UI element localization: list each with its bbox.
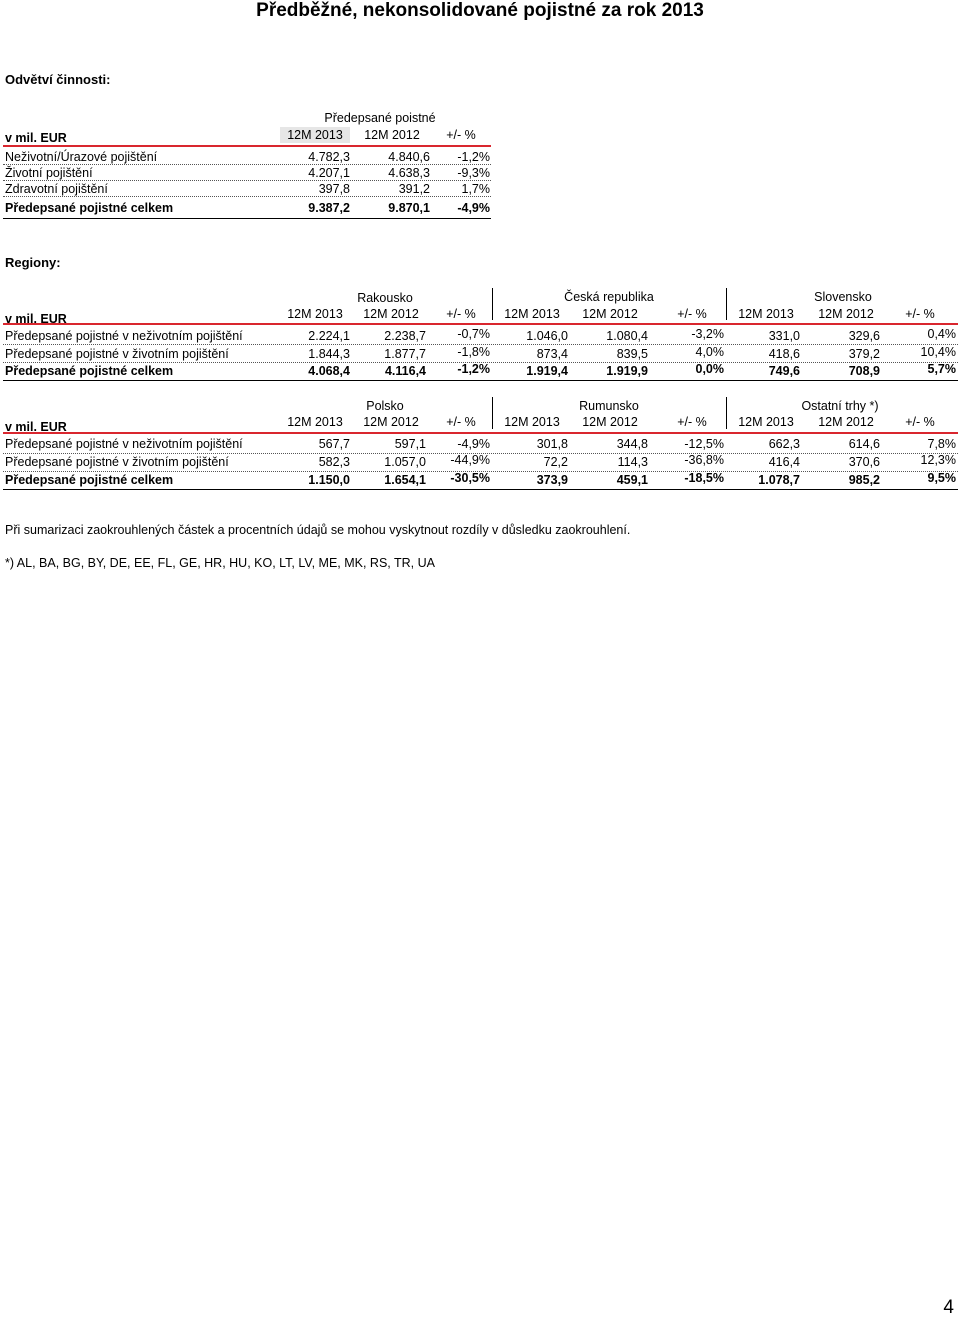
cell: 1.078,7	[758, 473, 800, 487]
cell: -0,7%	[457, 327, 490, 341]
region-name: Polsko	[366, 399, 404, 413]
col-header-pct: +/- %	[446, 307, 476, 321]
table-bottom-rule	[3, 380, 958, 381]
col-header-2013: 12M 2013	[280, 127, 350, 143]
cell: 614,6	[848, 437, 880, 451]
col-header-2012: 12M 2012	[582, 415, 638, 429]
col-header-pct: +/- %	[446, 128, 476, 142]
cell: 749,6	[768, 364, 800, 378]
row-label: Životní pojištění	[5, 166, 93, 180]
cell: 2.224,1	[308, 329, 350, 343]
cell: 4.068,4	[308, 364, 350, 378]
cell: 4.116,4	[384, 364, 426, 378]
total-label: Předepsané pojistné celkem	[5, 364, 174, 378]
cell: 567,7	[318, 437, 350, 451]
col-header-2012: 12M 2012	[363, 307, 419, 321]
page-title: Předběžné, nekonsolidované pojistné za rok 2013	[256, 0, 704, 21]
group-divider	[492, 397, 493, 429]
total-label: Předepsané pojistné celkem	[5, 201, 174, 215]
header-rule	[3, 432, 958, 434]
value-2012: 4.840,6	[388, 150, 430, 164]
cell: -30,5%	[450, 471, 490, 485]
row-label: Předepsané pojistné v životním pojištění	[5, 455, 229, 469]
row-label: Předepsané pojistné v neživotním pojištění	[5, 329, 243, 343]
col-header-2013: 12M 2013	[504, 307, 560, 321]
cell: 873,4	[536, 347, 568, 361]
cell: -1,8%	[457, 345, 490, 359]
table-bottom-rule	[3, 218, 491, 219]
row-label: Zdravotní pojištění	[5, 182, 108, 196]
col-header-2012: 12M 2012	[818, 307, 874, 321]
cell: 1.057,0	[384, 455, 426, 469]
cell: -44,9%	[450, 453, 490, 467]
value-pct: -9,3%	[457, 166, 490, 180]
col-header-2012: 12M 2012	[582, 307, 638, 321]
cell: -3,2%	[691, 327, 724, 341]
col-header-2013: 12M 2013	[287, 415, 343, 429]
rounding-note: Při sumarizaci zaokrouhlených částek a procentních údajů se mohou vyskytnout rozdíly v důsledku zaokrouhlení.	[5, 523, 631, 537]
cell: 4,0%	[695, 345, 724, 359]
cell: -18,5%	[684, 471, 724, 485]
row-label: Předepsané pojistné v neživotním pojištění	[5, 437, 243, 451]
col-header-pct: +/- %	[677, 307, 707, 321]
value-pct: -1,2%	[457, 150, 490, 164]
col-header-2012: 12M 2012	[364, 128, 420, 142]
col-header-2013: 12M 2013	[738, 415, 794, 429]
cell: 301,8	[536, 437, 568, 451]
regions-table-1	[0, 288, 960, 383]
cell: 9,5%	[927, 471, 956, 485]
value-pct: 1,7%	[461, 182, 490, 196]
cell: 0,4%	[927, 327, 956, 341]
cell: 7,8%	[927, 437, 956, 451]
cell: 331,0	[768, 329, 800, 343]
footnote: *) AL, BA, BG, BY, DE, EE, FL, GE, HR, HU, KO, LT, LV, ME, MK, RS, TR, UA	[5, 556, 435, 570]
group-divider	[492, 288, 493, 320]
value-2013: 4.207,1	[308, 166, 350, 180]
total-2012: 9.870,1	[388, 201, 430, 215]
cell: 597,1	[394, 437, 426, 451]
value-2013: 4.782,3	[308, 150, 350, 164]
value-2012: 4.638,3	[388, 166, 430, 180]
table-bottom-rule	[3, 489, 958, 490]
cell: 114,3	[617, 455, 648, 469]
cell: 839,5	[616, 347, 648, 361]
cell: 708,9	[848, 364, 880, 378]
header-rule	[3, 145, 491, 147]
col-header-2013: 12M 2013	[504, 415, 560, 429]
group-divider	[726, 397, 727, 429]
col-header-pct: +/- %	[905, 307, 935, 321]
total-pct: -4,9%	[457, 201, 490, 215]
group-divider	[726, 288, 727, 320]
unit-label: v mil. EUR	[5, 312, 67, 326]
cell: 1.654,1	[384, 473, 426, 487]
page-number: 4	[943, 1297, 954, 1318]
cell: 1.150,0	[308, 473, 350, 487]
region-name: Slovensko	[814, 290, 872, 304]
row-label: Neživotní/Úrazové pojištění	[5, 150, 158, 164]
cell: 1.919,9	[606, 364, 648, 378]
cell: 985,2	[848, 473, 880, 487]
cell: -12,5%	[684, 437, 724, 451]
region-name: Česká republika	[564, 290, 654, 304]
cell: 418,6	[768, 347, 800, 361]
region-name: Rakousko	[357, 291, 413, 305]
cell: 5,7%	[927, 362, 956, 376]
section-label-lines: Odvětví činnosti:	[5, 72, 111, 87]
col-header-2013: 12M 2013	[738, 307, 794, 321]
total-2013: 9.387,2	[308, 201, 350, 215]
cell: 373,9	[536, 473, 568, 487]
col-header-2012: 12M 2012	[363, 415, 419, 429]
region-name: Ostatní trhy *)	[801, 399, 879, 413]
cell: 12,3%	[920, 453, 956, 467]
row-label: Předepsané pojistné v životním pojištění	[5, 347, 229, 361]
unit-label: v mil. EUR	[5, 420, 67, 434]
value-2012: 391,2	[398, 182, 430, 196]
cell: 0,0%	[695, 362, 724, 376]
cell: 2.238,7	[384, 329, 426, 343]
col-header-2012: 12M 2012	[818, 415, 874, 429]
col-header-pct: +/- %	[905, 415, 935, 429]
col-header-pct: +/- %	[677, 415, 707, 429]
cell: 582,3	[318, 455, 350, 469]
cell: 370,6	[848, 455, 880, 469]
cell: 379,2	[848, 347, 880, 361]
total-label: Předepsané pojistné celkem	[5, 473, 174, 487]
col-header-pct: +/- %	[446, 415, 476, 429]
cell: 329,6	[848, 329, 880, 343]
cell: 10,4%	[920, 345, 956, 359]
cell: 459,1	[616, 473, 648, 487]
cell: 344,8	[616, 437, 648, 451]
cell: 662,3	[768, 437, 800, 451]
cell: 1.919,4	[526, 364, 568, 378]
cell: 1.844,3	[308, 347, 350, 361]
cell: 1.080,4	[606, 329, 648, 343]
cell: -1,2%	[457, 362, 490, 376]
region-name: Rumunsko	[579, 399, 639, 413]
row-divider	[3, 196, 491, 197]
regions-table-2	[0, 397, 960, 492]
cell: 416,4	[768, 455, 800, 469]
col-header-2013: 12M 2013	[287, 307, 343, 321]
cell: 72,2	[543, 455, 568, 469]
unit-label: v mil. EUR	[5, 131, 67, 145]
header-rule	[3, 323, 958, 325]
cell: -4,9%	[457, 437, 490, 451]
cell: 1.046,0	[526, 329, 568, 343]
cell: 1.877,7	[384, 347, 426, 361]
section-label-regions: Regiony:	[5, 255, 61, 270]
value-2013: 397,8	[318, 182, 350, 196]
cell: -36,8%	[684, 453, 724, 467]
group-header: Předepsané poistné	[324, 111, 436, 125]
